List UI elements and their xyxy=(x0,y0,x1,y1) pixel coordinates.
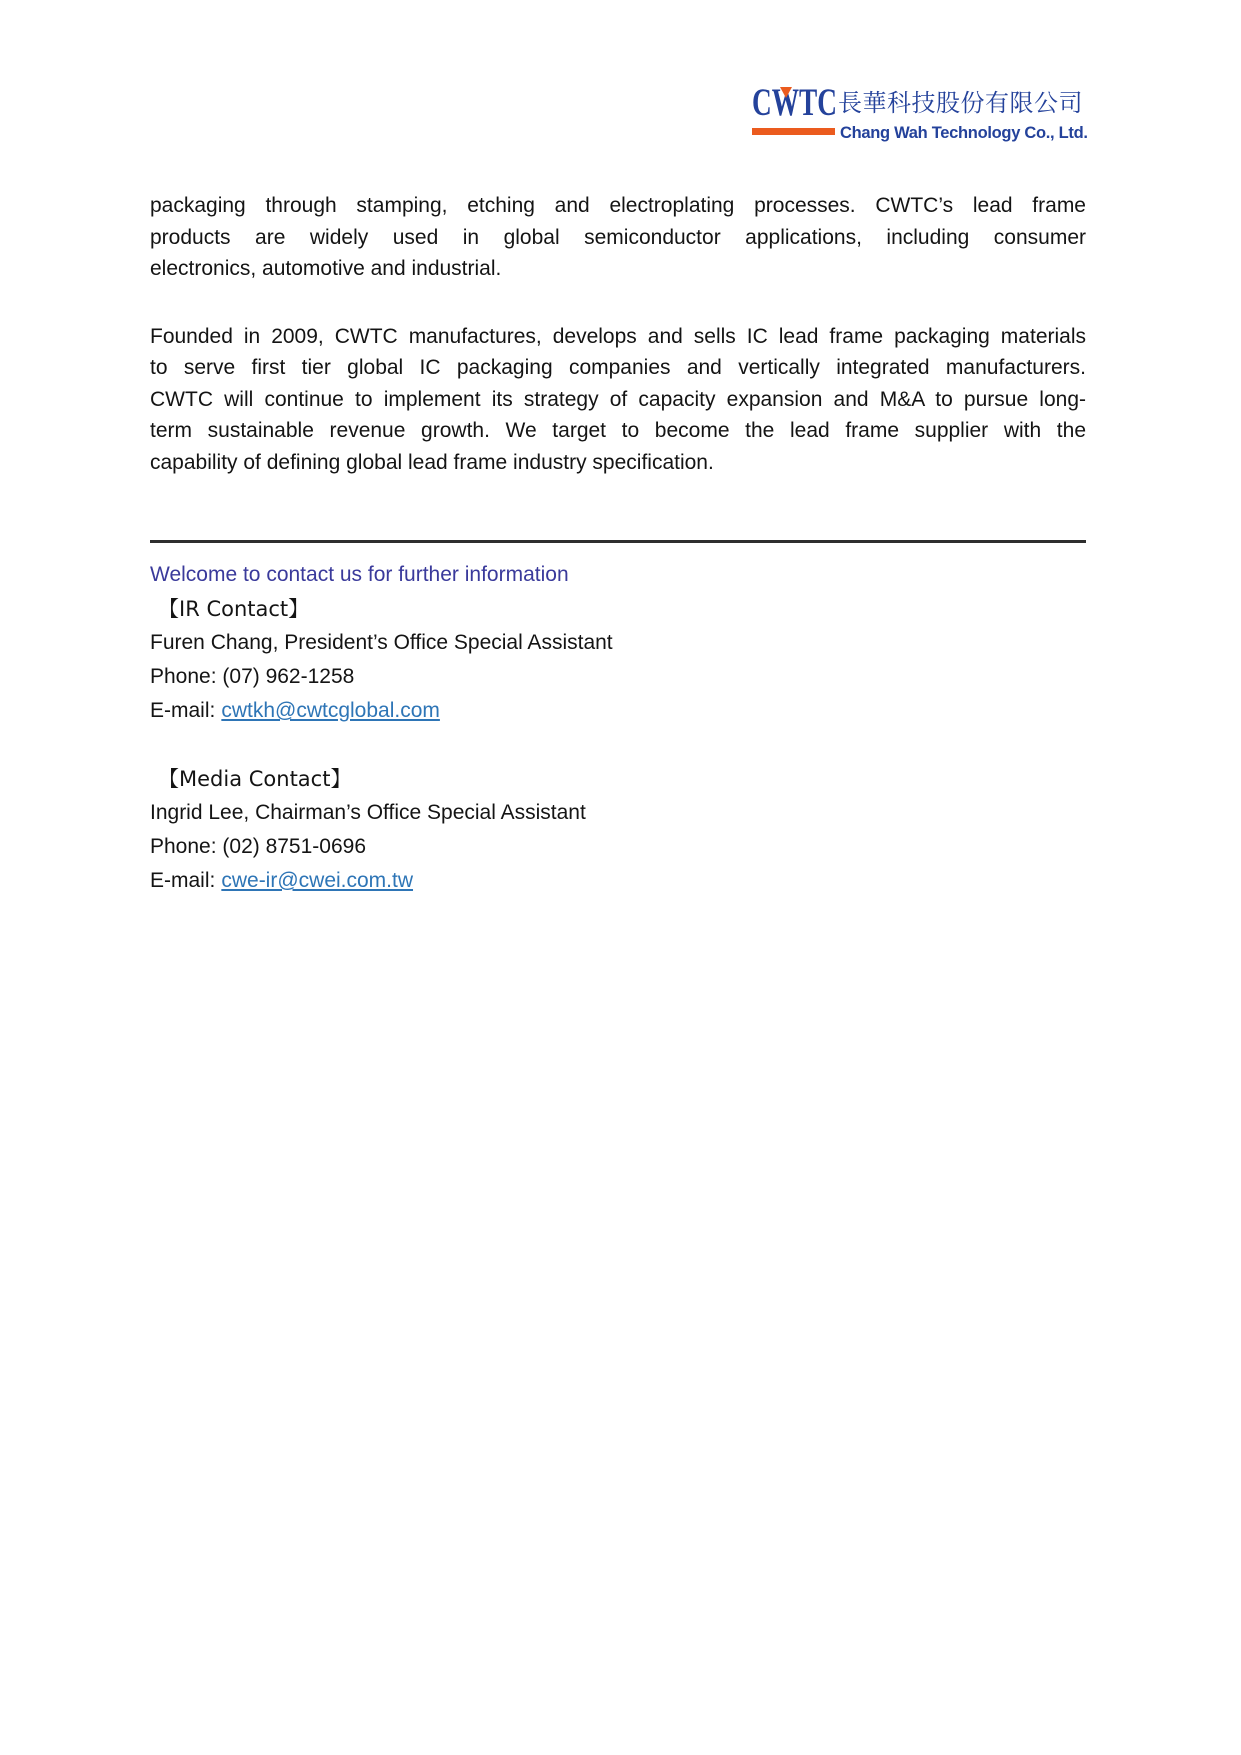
logo-acronym-wrap xyxy=(752,81,837,124)
paragraph xyxy=(150,190,1086,285)
ir-email-label: E-mail: xyxy=(150,699,216,722)
paragraph-line: electronics, automotive and industrial. xyxy=(150,257,502,280)
company-logo xyxy=(752,81,1088,142)
body-paragraphs xyxy=(150,190,1086,478)
media-contact-person: Ingrid Lee, Chairman’s Office Special Assistant xyxy=(150,801,586,824)
ir-contact-phone: Phone: (07) 962-1258 xyxy=(150,665,355,688)
paragraph-line: packaging through stamping, etching and electroplating processes. CWTC’s lead frame xyxy=(150,194,1086,217)
document-body xyxy=(150,190,1086,898)
paragraph-line: capability of defining global lead frame industry specification. xyxy=(150,450,714,474)
media-contact-email-line xyxy=(150,864,1086,898)
ir-contact-person: Furen Chang, President’s Office Special Assistant xyxy=(150,631,613,654)
ir-contact-email-line xyxy=(150,694,1086,728)
paragraph-line: to serve first tier global IC packaging companies and vertically integrated manufacturers. xyxy=(150,356,1086,379)
media-email-link[interactable]: cwe-ir@cwei.com.tw xyxy=(221,869,414,892)
media-contact-phone: Phone: (02) 8751-0696 xyxy=(150,835,366,858)
blank-line xyxy=(150,728,1086,762)
contact-section xyxy=(150,558,1086,898)
logo-bottom-row xyxy=(752,123,1088,142)
ir-contact-title: 【IR Contact】 xyxy=(158,597,310,621)
paragraph xyxy=(150,321,1086,479)
paragraph-line: Founded in 2009, CWTC manufactures, develops and sells IC lead frame packaging materials xyxy=(150,324,1086,348)
logo-chinese-name: 長華科技股份有限公司 xyxy=(838,89,1083,117)
paragraph-line: term sustainable revenue growth. We target to become the lead frame supplier with the xyxy=(150,419,1086,442)
logo-triangle-icon xyxy=(780,87,792,98)
paragraph-line: products are widely used in global semiconductor applications, including consumer xyxy=(150,225,1086,249)
logo-orange-underline xyxy=(752,128,835,135)
logo-english-name: Chang Wah Technology Co., Ltd. xyxy=(840,124,1088,142)
logo-top-row xyxy=(752,81,1088,124)
separator-line xyxy=(150,540,1086,543)
logo-acronym: CWTC xyxy=(752,81,837,124)
ir-email-link[interactable]: cwtkh@cwtcglobal.com xyxy=(221,699,440,722)
paragraph-line: CWTC will continue to implement its strategy of capacity expansion and M&A to pursue long- xyxy=(150,387,1086,411)
contact-heading: Welcome to contact us for further information xyxy=(150,563,569,586)
media-contact-title: 【Media Contact】 xyxy=(158,767,352,791)
media-email-label: E-mail: xyxy=(150,869,216,892)
